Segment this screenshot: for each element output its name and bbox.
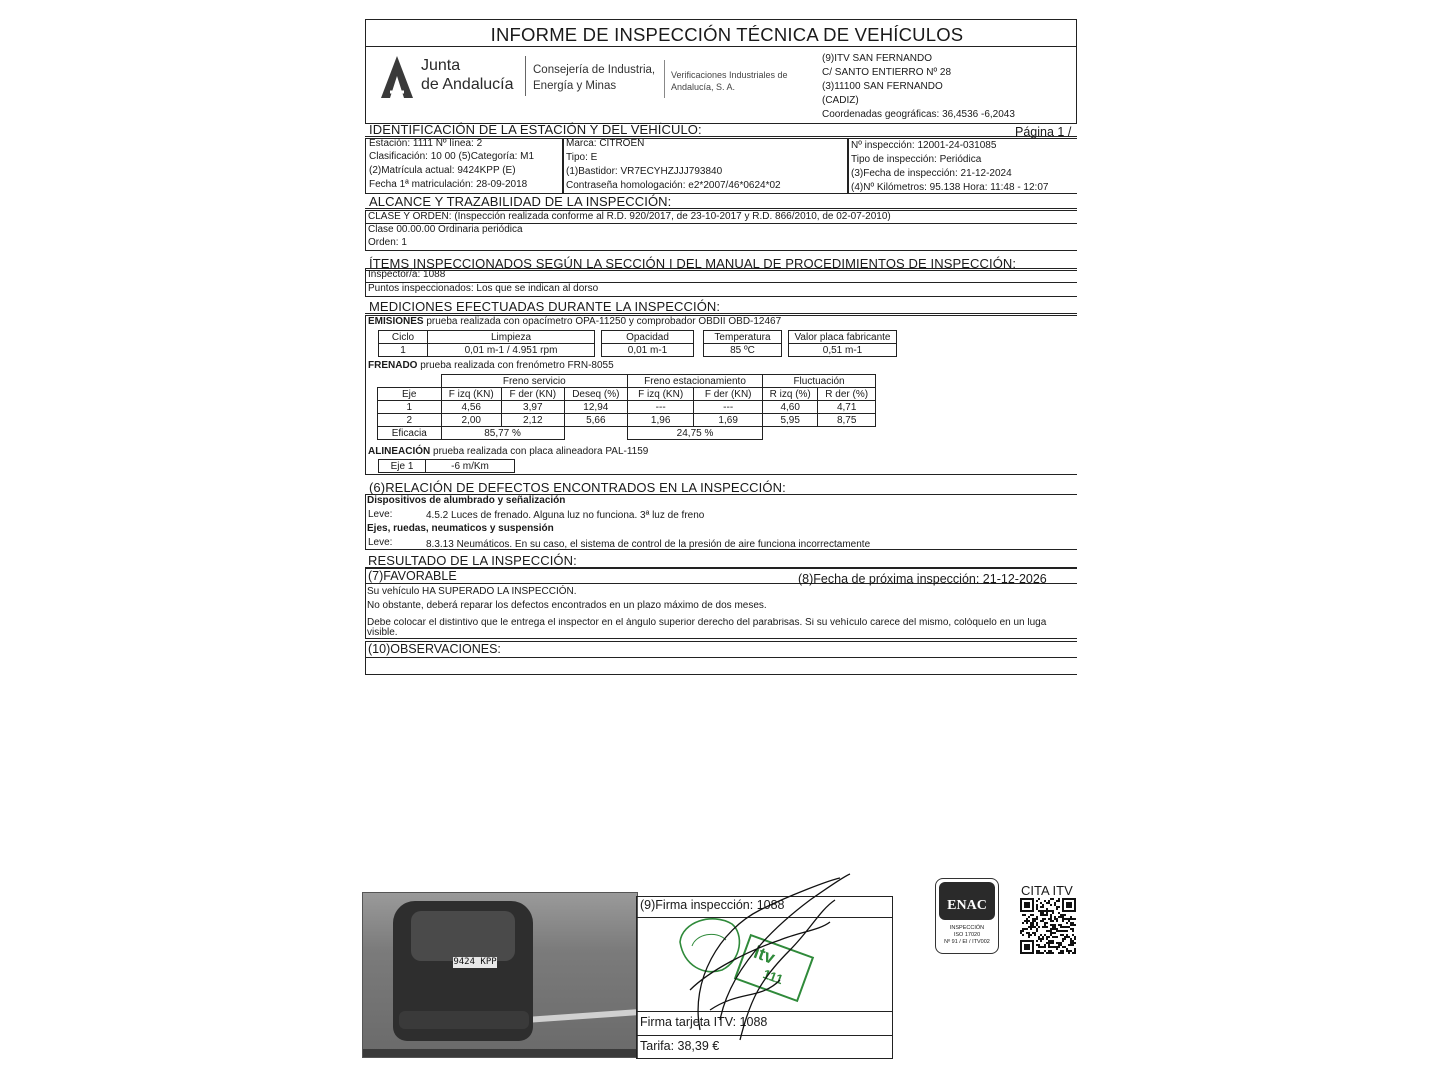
emisiones-text: prueba realizada con opacímetro OPA-11250 y comprobador OBDII OBD-12467 — [423, 316, 782, 327]
frenado-cell: 3,97 — [501, 401, 564, 414]
opacidad-table — [601, 330, 694, 357]
station-street: C/ SANTO ENTIERRO Nº 28 — [822, 67, 952, 78]
road-marking — [523, 1009, 638, 1023]
limpieza-value: 0,01 m-1 / 4.951 rpm — [428, 344, 595, 357]
ident-contrasena: Contraseña homologación: e2*2007/46*0624*02 — [566, 180, 781, 191]
resultado-proxima: (8)Fecha de próxima inspección: 21-12-2026 — [798, 572, 1047, 586]
tarifa: Tarifa: 38,39 € — [640, 1039, 720, 1053]
placa-table — [788, 330, 897, 357]
frenado-cell: 5,66 — [564, 414, 627, 427]
junta-andalucia-logo-icon — [377, 54, 417, 100]
logo-divider-1 — [525, 56, 526, 96]
opacidad-value: 0,01 m-1 — [602, 344, 694, 357]
defecto-cat1: Dispositivos de alumbrado y señalización — [367, 495, 566, 506]
frenado-header-cell: R izq (%) — [763, 388, 818, 401]
frenado-cell: 5,95 — [763, 414, 818, 427]
emisiones-ciclo-table — [378, 330, 595, 357]
opacidad-header: Opacidad — [602, 331, 694, 344]
ident-fecha-matric: Fecha 1ª matriculación: 28-09-2018 — [369, 179, 528, 190]
frenado-cell: --- — [628, 401, 694, 414]
ident-marca: Marca: CITROEN — [566, 138, 645, 149]
alineacion-text: prueba realizada con placa alineadora PAL-1159 — [430, 446, 649, 457]
mediciones-title: MEDICIONES EFECTUADAS DURANTE LA INSPECCIÓN: — [369, 299, 721, 314]
observaciones-title: (10)OBSERVACIONES: — [368, 642, 501, 656]
table-row — [378, 401, 876, 414]
logo-divider-2 — [664, 60, 665, 98]
identificacion-title: IDENTIFICACIÓN DE LA ESTACIÓN Y DEL VEHÍCULO: — [369, 122, 702, 137]
frenado-cell: 1 — [378, 401, 442, 414]
station-city: (3)11100 SAN FERNANDO — [822, 81, 943, 92]
defecto-cat2-level: Leve: — [368, 537, 393, 548]
vehicle-photo — [362, 892, 638, 1058]
frenado-header-cell: F der (KN) — [694, 388, 763, 401]
eficacia-estac: 24,75 % — [628, 427, 763, 440]
table-row — [378, 414, 876, 427]
placa-value: 0,51 m-1 — [789, 344, 897, 357]
freno-estac-header: Freno estacionamiento — [628, 375, 763, 388]
frenado-column-headers — [378, 388, 876, 401]
frenado-header-cell: F der (KN) — [501, 388, 564, 401]
junta-logo-line2: de Andalucía — [421, 76, 514, 93]
frenado-header-cell: F izq (KN) — [441, 388, 501, 401]
photo-bottom-strip — [363, 1049, 637, 1057]
frenado-cell: 2,12 — [501, 414, 564, 427]
resultado-favorable: (7)FAVORABLE — [368, 569, 457, 583]
frenado-cell: 12,94 — [564, 401, 627, 414]
frenado-header-cell: F izq (KN) — [628, 388, 694, 401]
ciclo-header: Ciclo — [379, 331, 428, 344]
temperatura-value: 85 ºC — [704, 344, 782, 357]
frenado-cell: 1,96 — [628, 414, 694, 427]
frenado-line — [368, 361, 614, 371]
resultado-line4: visible. — [367, 627, 398, 638]
page-number: Página 1 / — [1015, 125, 1072, 139]
mediciones-rule — [365, 313, 1077, 314]
ident-top-rule — [365, 136, 1077, 137]
frenado-cell: 4,71 — [818, 401, 876, 414]
station-coords: Coordenadas geográficas: 36,4536 -6,2043 — [822, 109, 1015, 120]
enac-badge — [935, 878, 999, 954]
ident-tipo: Tipo: E — [566, 152, 598, 163]
resultado-line1: Su vehículo HA SUPERADO LA INSPECCIÓN. — [367, 586, 577, 597]
verif-line1: Verificaciones Industriales de — [671, 70, 788, 80]
frenado-blank — [378, 375, 442, 388]
defectos-title: (6)RELACIÓN DE DEFECTOS ENCONTRADOS EN LA INSPECCIÓN: — [369, 480, 786, 495]
car-bumper — [399, 1011, 529, 1029]
alineacion-line — [368, 447, 648, 457]
frenado-header-cell: Deseq (%) — [564, 388, 627, 401]
ident-estacion: Estación: 1111 Nº línea: 2 — [369, 138, 483, 149]
station-province: (CADIZ) — [822, 95, 859, 106]
frenado-cell: 1,69 — [694, 414, 763, 427]
alcance-clase-orden: CLASE Y ORDEN: (Inspección realizada conforme al R.D. 920/2017, de 23-10-2017 y R.D. 866/2010, de 02-07-2010) — [368, 211, 891, 222]
items-puntos: Puntos inspeccionados: Los que se indican al dorso — [368, 283, 599, 294]
enac-caption1: INSPECCIÓN — [949, 925, 985, 931]
frenado-cell: --- — [694, 401, 763, 414]
cita-itv-label: CITA ITV — [1021, 883, 1073, 898]
observaciones-inner-rule — [365, 657, 1077, 658]
frenado-cell: 4,56 — [441, 401, 501, 414]
fluctuacion-header: Fluctuación — [763, 375, 876, 388]
placa-header: Valor placa fabricante — [789, 331, 897, 344]
resultado-line2: No obstante, deberá reparar los defectos encontrados en un plazo máximo de dos meses. — [367, 600, 767, 611]
itv-stamp-number: 111 — [761, 966, 786, 988]
license-plate: 9424 KPP — [453, 957, 497, 967]
alcance-rule — [365, 208, 1077, 209]
alineacion-table — [378, 459, 515, 473]
items-title: ÍTEMS INSPECCIONADOS SEGÚN LA SECCIÓN I DEL MANUAL DE PROCEDIMIENTOS DE INSPECCIÓN: — [369, 256, 1017, 271]
eficacia-gap2 — [763, 427, 876, 440]
frenado-cell: 4,60 — [763, 401, 818, 414]
consejeria-line2: Energía y Minas — [533, 80, 617, 92]
resultado-line3: Debe colocar el distintivo que le entrega el inspector en el ángulo superior derecho del parabrisas. Si su vehículo carece del mismo, colóquelo en un luga — [367, 618, 1047, 628]
eficacia-label: Eficacia — [378, 427, 442, 440]
defecto-cat2-text: 8.3.13 Neumáticos. En su caso, el sistema de control de la presión de aire funciona incorrectamente — [426, 539, 871, 550]
frenado-cell: 2,00 — [441, 414, 501, 427]
frenado-header-cell: Eje — [378, 388, 442, 401]
alcance-orden: Orden: 1 — [368, 237, 407, 248]
eje1-value: -6 m/Km — [426, 460, 515, 473]
frenado-cell: 8,75 — [818, 414, 876, 427]
enac-caption3: Nº 91 / EI / ITV002 — [944, 939, 990, 945]
defecto-cat2: Ejes, ruedas, neumaticos y suspensión — [367, 523, 554, 534]
header-divider — [365, 46, 1077, 47]
emisiones-line — [368, 317, 781, 327]
alcance-clase: Clase 00.00.00 Ordinaria periódica — [368, 224, 523, 235]
eje1-label: Eje 1 — [379, 460, 426, 473]
frenado-text: prueba realizada con frenómetro FRN-8055 — [417, 360, 614, 371]
enac-caption2: ISO 17020 — [953, 932, 981, 938]
defecto-cat1-text: 4.5.2 Luces de frenado. Alguna luz no funciona. 3ª luz de freno — [426, 510, 705, 521]
ident-fecha-inspeccion: (3)Fecha de inspección: 21-12-2024 — [851, 168, 1012, 179]
emisiones-label: EMISIONES — [368, 316, 424, 327]
eficacia-gap — [564, 427, 627, 440]
itv-stamp-text: itv — [751, 941, 778, 968]
ident-matricula: (2)Matrícula actual: 9424KPP (E) — [369, 165, 516, 176]
ident-km-hora: (4)Nº Kilómetros: 95.138 Hora: 11:48 - 12:07 — [851, 182, 1049, 193]
frenado-label: FRENADO — [368, 360, 418, 371]
firma-tarjeta: Firma tarjeta ITV: 1088 — [640, 1015, 768, 1029]
junta-logo-line1: Junta — [421, 57, 461, 74]
ident-clasificacion: Clasificación: 10 00 (5)Categoría: M1 — [369, 151, 535, 162]
verif-line2: Andalucía, S. A. — [671, 82, 736, 92]
signature-icon — [660, 870, 860, 1050]
qr-code-icon[interactable] — [1020, 898, 1076, 954]
frenado-header-cell: R der (%) — [818, 388, 876, 401]
freno-servicio-header: Freno servicio — [441, 375, 628, 388]
firma-inspeccion: (9)Firma inspección: 1088 — [640, 898, 785, 912]
car-rear-window — [411, 911, 515, 961]
consejeria-line1: Consejería de Industria, — [533, 64, 656, 76]
alcance-title: ALCANCE Y TRAZABILIDAD DE LA INSPECCIÓN: — [369, 194, 672, 209]
frenado-cell: 2 — [378, 414, 442, 427]
station-name: (9)ITV SAN FERNANDO — [822, 53, 933, 64]
ident-tipo-inspeccion: Tipo de inspección: Periódica — [851, 154, 982, 165]
ident-bastidor: (1)Bastidor: VR7ECYHZJJJ793840 — [566, 166, 723, 177]
temperatura-header: Temperatura — [704, 331, 782, 344]
frenado-table — [377, 374, 876, 440]
limpieza-header: Limpieza — [428, 331, 595, 344]
temperatura-table — [703, 330, 782, 357]
defecto-cat1-level: Leve: — [368, 509, 393, 520]
resultado-title: RESULTADO DE LA INSPECCIÓN: — [368, 553, 577, 568]
items-inspector: Inspector/a: 1088 — [368, 269, 446, 280]
ident-num-inspeccion: Nº inspección: 12001-24-031085 — [851, 140, 997, 151]
eficacia-servicio: 85,77 % — [441, 427, 564, 440]
report-title: INFORME DE INSPECCIÓN TÉCNICA DE VEHÍCULOS — [490, 24, 964, 45]
alineacion-label: ALINEACIÓN — [368, 446, 431, 457]
ciclo-value: 1 — [379, 344, 428, 357]
enac-logo: ENAC — [947, 898, 987, 913]
